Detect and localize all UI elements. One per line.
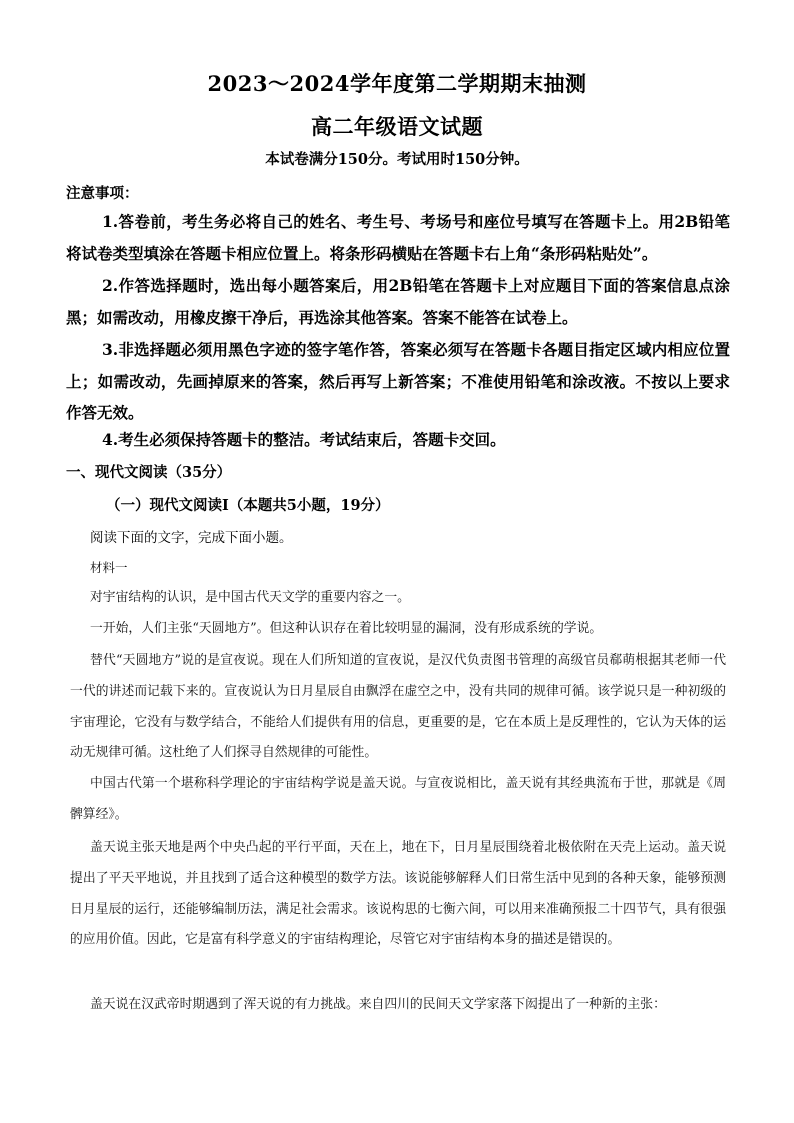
exam-title-year: 2023～2024学年度第二学期期末抽测 [207,71,587,96]
exam-subtitle: 本试卷满分150分。考试用时150分钟。 [265,151,529,168]
reading-paragraph: 盖天说在汉武帝时期遇到了浑天说的有力挑战。来自四川的民间天文学家落下闳提出了一种新的主张： [90,997,666,1012]
section-subheading: （一）现代文阅读Ⅰ（本题共5小题，19分） [106,497,390,514]
exam-title-subject: 高二年级语文试题 [311,114,483,139]
reading-paragraph: 中国古代第一个堪称科学理论的宇宙结构学说是盖天说。与宣夜说相比，盖天说有其经典流布于世，那就是《周髀算经》。 [70,776,726,822]
reading-paragraph: 盖天说主张天地是两个中央凸起的平行平面，天在上，地在下，日月星辰围绕着北极依附在天壳上运动。盖天说提出了平天平地说，并且找到了适合这种模型的数学方法。该说能够解释人们日常生活中见到的各种天象，能够预测日月星辰的运行，还能够编制历法，满足社会需求。该说构思的七衡六间，可以用来准确预报二十四节气，具有很强的应用价值。因此，它是富有科学意义的宇宙结构理论，尽管它对宇宙结构本身的描述是错误的。 [70,840,726,948]
reading-paragraph: 一开始，人们主张“天圆地方”。但这种认识存在着比较明显的漏洞，没有形成系统的学说。 [90,621,603,636]
reading-paragraph: 对宇宙结构的认识，是中国古代天文学的重要内容之一。 [90,590,410,605]
notice-item: 1.答卷前，考生务必将自己的姓名、考生号、考场号和座位号填写在答题卡上。用2B铅笔将试卷类型填涂在答题卡相应位置上。将条形码横贴在答题卡右上角“条形码粘贴处”。 [66,212,730,263]
notice-item: 2.作答选择题时，选出每小题答案后，用2B铅笔在答题卡上对应题目下面的答案信息点涂黑；如需改动，用橡皮擦干净后，再选涂其他答案。答案不能答在试卷上。 [66,276,730,327]
material-label: 材料一 [90,560,128,575]
notice-item: 4.考生必须保持答题卡的整洁。考试结束后，答题卡交回。 [102,430,506,449]
notice-heading: 注意事项： [66,185,139,202]
reading-paragraph: 替代“天圆地方”说的是宣夜说。现在人们所知道的宣夜说，是汉代负责图书管理的高级官员郗萌根据其老师一代一代的讲述而记载下来的。宣夜说认为日月星辰自由飘浮在虚空之中，没有共同的规律可循。该学说只是一种初级的宇宙理论，它没有与数学结合，不能给人们提供有用的信息，更重要的是，它在本质上是反理性的，它认为天体的运动无规律可循。这杜绝了人们探寻自然规律的可能性。 [70,653,726,761]
notice-item: 3.非选择题必须用黑色字迹的签字笔作答，答案必须写在答题卡各题目指定区域内相应位置上；如需改动，先画掉原来的答案，然后再写上新答案；不准使用铅笔和涂改液。不按以上要求作答无效。 [66,340,730,422]
section-heading: 一、现代文阅读（35分） [66,464,232,481]
reading-instruction: 阅读下面的文字，完成下面小题。 [90,530,293,546]
